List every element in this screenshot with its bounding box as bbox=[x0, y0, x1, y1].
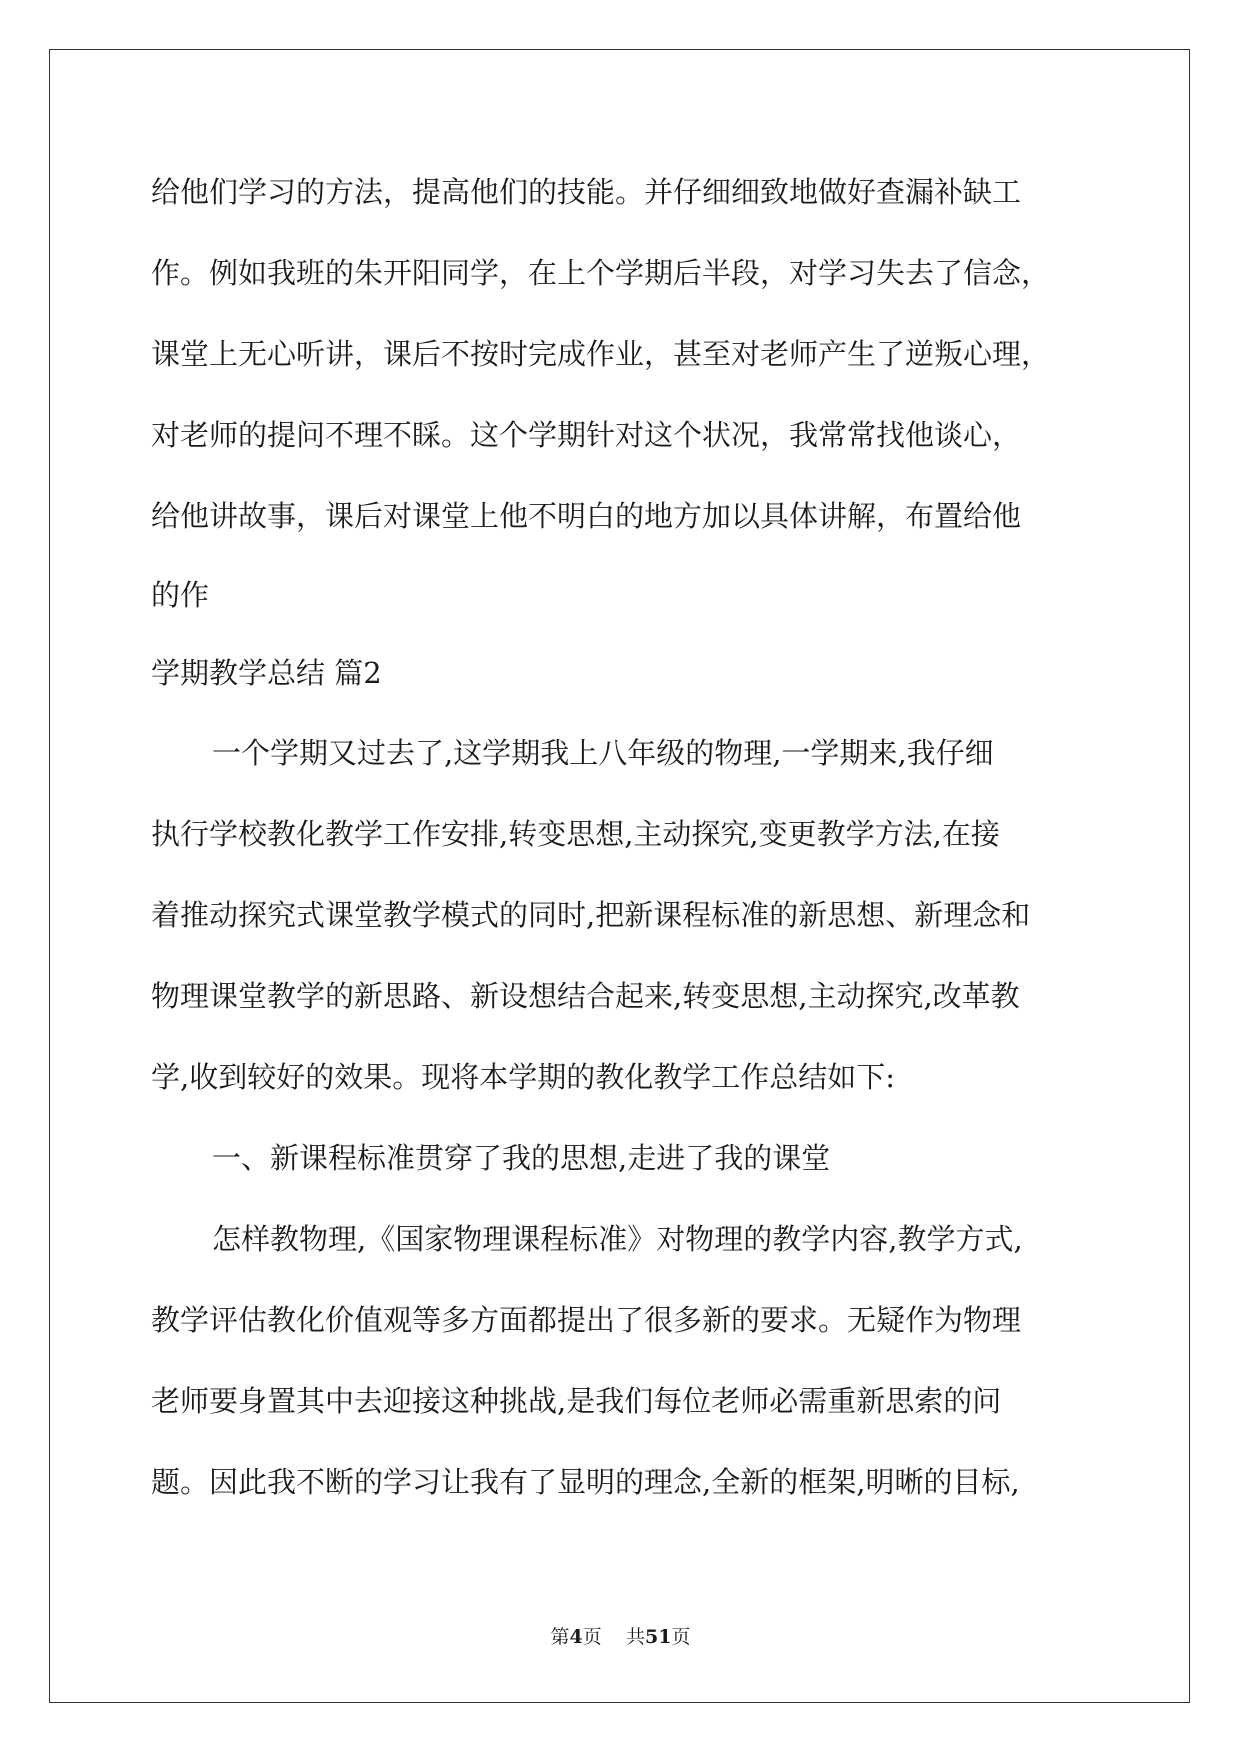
text-line: 给他们学习的方法，提高他们的技能。并仔细细致地做好查漏补缺工 bbox=[151, 175, 1022, 209]
footer-total-prefix: 共 bbox=[625, 1626, 645, 1648]
paragraph-line: 着推动探究式课堂教学模式的同时,把新课程标准的新思想、新理念和 bbox=[151, 898, 1031, 932]
paragraph-line: 学,收到较好的效果。现将本学期的教化教学工作总结如下: bbox=[151, 1060, 895, 1094]
page-number: 4 bbox=[569, 1626, 583, 1648]
text-line: 给他讲故事，课后对课堂上他不明白的地方加以具体讲解，布置给他 bbox=[151, 499, 1022, 533]
text-line: 作。例如我班的朱开阳同学，在上个学期后半段，对学习失去了信念， bbox=[151, 256, 1051, 290]
footer-prefix: 第 bbox=[550, 1626, 570, 1648]
page-footer bbox=[0, 1624, 1241, 1650]
text-line: 的作 bbox=[151, 578, 210, 612]
page-border bbox=[49, 49, 1190, 1703]
paragraph-line: 一个学期又过去了,这学期我上八年级的物理,一学期来,我仔细 bbox=[212, 736, 994, 770]
paragraph-line: 教学评估教化价值观等多方面都提出了很多新的要求。无疑作为物理 bbox=[151, 1303, 1022, 1337]
footer-total-suffix: 页 bbox=[671, 1626, 691, 1648]
total-pages: 51 bbox=[644, 1626, 672, 1648]
paragraph-line: 题。因此我不断的学习让我有了显明的理念,全新的框架,明晰的目标, bbox=[151, 1465, 1020, 1499]
text-line: 课堂上无心听讲，课后不按时完成作业，甚至对老师产生了逆叛心理， bbox=[151, 337, 1051, 371]
text-line: 对老师的提问不理不睬。这个学期针对这个状况，我常常找他谈心， bbox=[151, 418, 1022, 452]
paragraph-line: 老师要身置其中去迎接这种挑战,是我们每位老师必需重新思索的问 bbox=[151, 1384, 1002, 1418]
footer-page-suffix: 页 bbox=[582, 1626, 602, 1648]
paragraph-line: 物理课堂教学的新思路、新设想结合起来,转变思想,主动探究,改革教 bbox=[151, 979, 1020, 1013]
paragraph-line: 执行学校教化教学工作安排,转变思想,主动探究,变更教学方法,在接 bbox=[151, 817, 1000, 851]
paragraph-line: 怎样教物理,《国家物理课程标准》对物理的教学内容,教学方式, bbox=[212, 1222, 1023, 1256]
section-title: 学期教学总结 篇2 bbox=[151, 656, 382, 690]
subheading: 一、新课程标准贯穿了我的思想,走进了我的课堂 bbox=[212, 1141, 831, 1175]
